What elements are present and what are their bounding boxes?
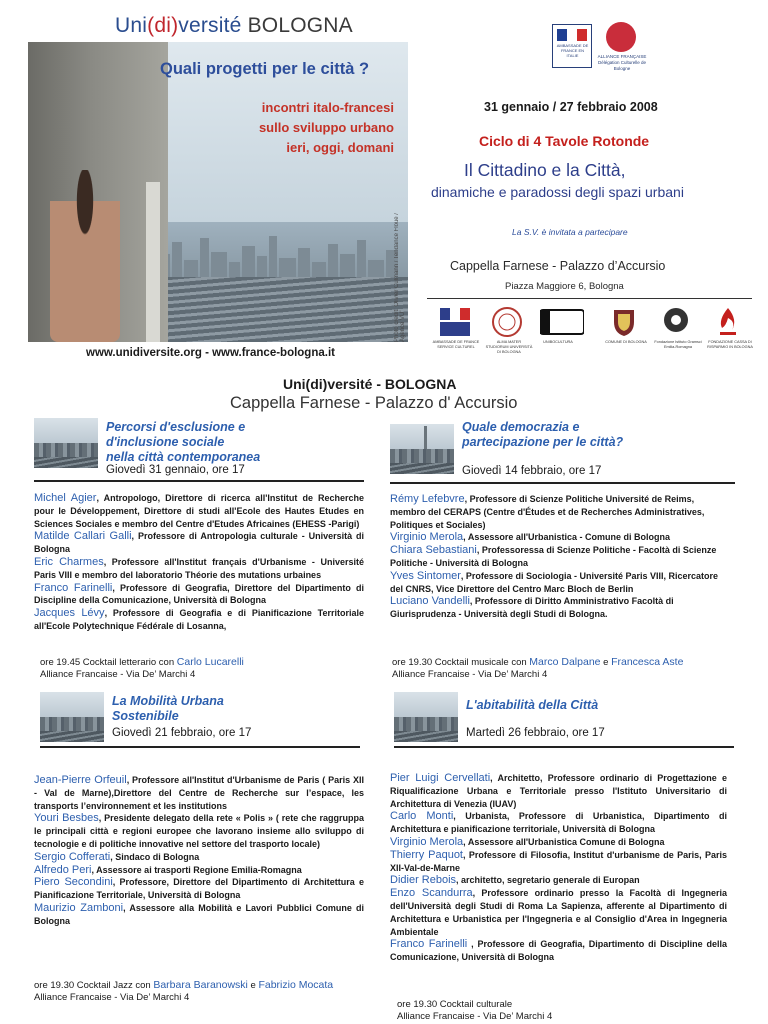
speaker-entry	[34, 492, 364, 530]
speaker-name: Alfredo Peri	[34, 863, 92, 876]
speaker-entry	[390, 938, 727, 964]
comune-shield-icon	[608, 306, 640, 338]
partner-caption: AMBASSADE DE FRANCE SERVICE CULTUREL	[432, 340, 480, 349]
unibo-seal-icon	[491, 306, 523, 338]
cocktail-place: Alliance Francaise - Via De’ Marchi 4	[40, 668, 196, 680]
partner-caption: UNIBOCULTURA	[543, 340, 573, 344]
speaker-name: Jacques Lévy	[34, 607, 105, 620]
partner-caption: COMUNE DI BOLOGNA	[605, 340, 647, 344]
speaker-name: Matilde Callari Galli	[34, 530, 132, 543]
alliance-logo-text: ALLIANCE FRANÇAISE Délégation Culturelle de Bologne	[597, 54, 647, 71]
brand-di: (di)	[147, 14, 179, 37]
venue: Cappella Farnese - Palazzo d’Accursio	[450, 259, 666, 273]
cocktail-place: Alliance Francaise - Via De’ Marchi 4	[397, 1010, 553, 1022]
speaker-desc: , Professore all'Institut d'Urbanisme de Paris ( Paris XII - Val de Marne),Direttore del Centre de Recherche sur l’espace, les transports l’environnement et les institutions	[34, 775, 364, 811]
cocktail-info	[397, 999, 552, 1022]
speaker-name: Franco Farinelli	[390, 938, 468, 951]
speaker-entry	[390, 544, 720, 570]
main-subtitle: dinamiche e paradossi degli spazi urbani	[431, 184, 684, 200]
speaker-entry	[34, 876, 364, 902]
ambassade-logo-text: AMBASSADE DE FRANCE EN ITALIE	[556, 43, 589, 58]
session-thumbnail	[390, 424, 454, 474]
speaker-entry	[34, 812, 364, 850]
speaker-desc: , Architetto, Professore ordinario di Progettazione e Riqualificazione Urbana e Territoriale presso l'Istituto Universitario di Architettura di Venezia (IUAV)	[390, 773, 728, 809]
session-date: Martedì 26 febbraio, ore 17	[466, 727, 605, 739]
invitation-note: La S.V. è invitata a partecipare	[512, 227, 628, 237]
speaker-name: Maurizio Zamboni	[34, 901, 124, 914]
cocktail-text: ore 19.30 Cocktail culturale	[397, 999, 513, 1010]
speaker-desc: , Assessore all'Urbanistica Comune di Bologna	[463, 836, 665, 847]
cocktail-info	[34, 980, 333, 1003]
speaker-entry	[34, 607, 364, 633]
gramsci-circle-icon	[660, 306, 692, 338]
session-rule	[40, 746, 360, 748]
hero-line: incontri italo-francesi	[261, 100, 394, 115]
cocktail-guest: Marco Dalpane	[529, 656, 601, 668]
speaker-name: Carlo Monti	[390, 810, 454, 823]
speaker-entry	[390, 531, 720, 544]
speaker-name: Enzo Scandurra	[390, 887, 473, 900]
speaker-desc: , architetto, segretario generale di Europan	[456, 875, 640, 886]
session-title-line: Sostenibile	[112, 709, 179, 723]
speaker-desc: , Professore di Geografia e di Pianificazione Territoriale all'Ecole Polytechnique Fédérale di Losanna,	[34, 608, 365, 631]
session-title	[466, 698, 598, 713]
speaker-entry	[390, 810, 727, 836]
unibocultura-mark-icon	[540, 306, 584, 338]
partner-caption: FONDAZIONE CASSA DI RISPARMIO IN BOLOGNA	[707, 340, 753, 349]
speaker-name: Didier Rebois	[390, 874, 457, 887]
speaker-name: Youri Besbes	[34, 812, 99, 825]
partner-caption: Fondazione Istituto Gramsci Emilia-Romagna	[654, 340, 702, 349]
speaker-desc: , Professore, Direttore del Dipartimento di Architettura e Pianificazione Territoriale, Università di Bologna	[34, 877, 364, 901]
session-title-line: Quale democrazia e	[462, 420, 580, 434]
cocktail-info	[40, 657, 244, 680]
speaker-list	[390, 772, 727, 964]
cocktail-text: ore 19.30 Cocktail musicale con	[392, 657, 530, 668]
speaker-desc: , Professoressa di Scienze Politiche - Facoltà di Scienze Politiche - Università di Bologna	[390, 545, 717, 568]
speaker-entry	[390, 595, 720, 621]
alliance-circle-icon	[606, 22, 636, 52]
main-title: Il Cittadino e la Città,	[464, 160, 626, 180]
speaker-entry	[390, 887, 727, 938]
program-subtitle: Cappella Farnese - Palazzo d' Accursio	[230, 394, 518, 412]
session-date: Giovedì 14 febbraio, ore 17	[462, 465, 602, 477]
speaker-entry	[390, 493, 720, 531]
speaker-desc: , Assessore ai trasporti Regione Emilia-Romagna	[91, 864, 302, 875]
cocktail-guest: Carlo Lucarelli	[176, 656, 244, 668]
speaker-name: Eric Charmes	[34, 555, 104, 568]
session-title-line: L'abitabilità della Città	[466, 698, 599, 712]
speaker-entry	[390, 874, 727, 887]
brand-title	[115, 14, 353, 38]
hero-figure	[50, 170, 120, 342]
venue-address: Piazza Maggiore 6, Bologna	[505, 281, 624, 292]
session-title-line: d'inclusione sociale	[106, 435, 225, 449]
speaker-name: Virginio Merola	[390, 835, 464, 848]
hero-road	[158, 277, 408, 342]
brand-suffix: versité	[178, 14, 242, 37]
flag-icon	[557, 29, 587, 41]
speaker-desc: , Assessore all'Urbanistica - Comune di Bologna	[463, 532, 671, 543]
cocktail-place: Alliance Francaise - Via De’ Marchi 4	[34, 991, 190, 1003]
session-title	[462, 420, 623, 450]
speaker-desc: , Presidente delegato della rete « Polis » ( rete che raggruppa le principali città e regioni europee che lavorano insieme allo sviluppo di tecnologie e di politiche innovative nel settore del trasporto locale)	[34, 813, 364, 849]
cocktail-info	[392, 657, 683, 680]
session-date: Giovedì 21 febbraio, ore 17	[112, 727, 252, 739]
speaker-desc: , Antropologo, Direttore di ricerca all'Institut de Recherche pour le Développement, Direttore di studi all'Ecole des Hautes Etudes en Sciences Sociales e membro del Centre d'Etudes Africaines (EHESS -Parigi)	[34, 493, 364, 529]
speaker-name: Sergio Cofferati	[34, 850, 111, 863]
speaker-entry	[390, 772, 727, 810]
speaker-name: Chiara Sebastiani	[390, 544, 477, 557]
cocktail-guest: Francesca Aste	[611, 656, 684, 668]
speaker-desc: , Professore ordinario presso la Facoltà di Ingegneria dell'Università degli Studi di Roma La Sapienza, afferente al Dipartimento di Architettura e Urbanistica per l'Ingegneria e al Consiglio d'Area in Ingegneria Ambientale	[390, 888, 727, 937]
hero-tagline	[259, 98, 394, 158]
cocktail-join: e	[600, 657, 612, 668]
speaker-desc: , Assessore alla Mobilità e Lavori Pubblici Comune di Bologna	[34, 902, 364, 926]
speaker-desc: , Urbanista, Professore di Urbanistica, Dipartimento di Architettura e pianificazione territoriale, Università di Bologna	[390, 811, 727, 835]
speaker-entry	[34, 556, 364, 582]
speaker-desc: , Professore di Diritto Amministrativo Facoltà di Giurisprudenza - Università degli Studi di Bologna.	[390, 596, 674, 620]
speaker-entry	[34, 851, 364, 864]
speaker-name: Jean-Pierre Orfeuil	[34, 774, 127, 786]
session-rule	[394, 746, 734, 748]
cocktail-guest: Fabrizio Mocata	[258, 979, 334, 991]
cocktail-guest: Barbara Baranowski	[153, 979, 248, 991]
session-title-line: La Mobilità Urbana	[112, 694, 224, 708]
session-thumbnail	[34, 418, 98, 468]
carisbo-flame-icon	[712, 306, 744, 338]
speaker-name: Luciano Vandelli	[390, 595, 470, 608]
session-title-line: partecipazione per le città?	[462, 435, 624, 449]
speaker-name: Thierry Paquot	[390, 848, 463, 861]
hero-line: sullo sviluppo urbano	[258, 120, 394, 135]
hero-credit: Photo credit: Olivier Culmann / Tendance Floue / Agence VU'	[394, 213, 406, 342]
speaker-entry	[34, 902, 364, 928]
hero-question: Quali progetti per le città ?	[160, 60, 370, 78]
divider	[427, 298, 752, 299]
session-date: Giovedì 31 gennaio, ore 17	[106, 464, 245, 476]
session-title-line: Percorsi d'esclusione e	[106, 420, 246, 434]
speaker-name: Virginio Merola	[390, 531, 464, 544]
speaker-desc: , Professore di Scienze Politiche Université de Reims, membro del CERAPS (Centre d'Études et de Recherches Administratives, Politiques et Sociales)	[390, 494, 705, 530]
brand-prefix: Uni	[115, 14, 148, 37]
session-title-line: nella città contemporanea	[106, 450, 261, 464]
session-thumbnail	[394, 692, 458, 742]
hero-image	[28, 42, 408, 342]
speaker-entry	[390, 849, 727, 875]
speaker-desc: , Sindaco di Bologna	[110, 851, 200, 862]
event-dates: 31 gennaio / 27 febbraio 2008	[484, 100, 658, 114]
speaker-desc: , Professore di Geografia, Dipartimento di Discipline della Comunicazione, Università di Bologna	[390, 939, 728, 963]
speaker-desc: , Professore di Geografia, Direttore del Dipartimento di Discipline della Comunicazione, Università di Bologna	[34, 582, 364, 606]
cocktail-place: Alliance Francaise - Via De’ Marchi 4	[392, 668, 548, 680]
ambassade-flag-icon	[438, 306, 472, 338]
speaker-entry	[34, 530, 364, 556]
speaker-desc: , Professore di Sociologia - Université Paris VIII, Ricercatore del CNRS, Vice Direttore del Centro Marc Bloch de Berlin	[390, 570, 719, 594]
cocktail-text: ore 19.45 Cocktail letterario con	[40, 657, 177, 668]
partner-caption: ALMA MATER STUDIORUM UNIVERSITÀ DI BOLOGNA	[485, 340, 533, 354]
ambassade-logo	[552, 24, 592, 68]
hero-window-frame	[146, 182, 160, 342]
program-title: Uni(di)versité - BOLOGNA	[283, 376, 457, 392]
speaker-name: Franco Farinelli	[34, 581, 113, 594]
speaker-entry	[34, 582, 364, 608]
cocktail-text: ore 19.30 Cocktail Jazz con	[34, 980, 154, 991]
session-title	[106, 420, 260, 465]
speaker-list	[34, 492, 364, 633]
session-title	[112, 694, 224, 724]
speaker-list	[34, 774, 364, 928]
session-rule	[390, 482, 735, 484]
speaker-entry	[34, 774, 364, 812]
speaker-name: Michel Agier	[34, 492, 97, 504]
speaker-desc: , Professore all'Institut français d'Urbanisme - Université Paris VIII e membro del laboratorio Théorie des mutations urbaines	[34, 556, 364, 580]
speaker-name: Yves Sintomer	[390, 569, 461, 582]
website-links[interactable]: www.unidiversite.org - www.france-bologna.it	[86, 347, 335, 359]
session-thumbnail	[40, 692, 104, 742]
session-rule	[34, 480, 364, 482]
hero-line: ieri, oggi, domani	[286, 140, 394, 155]
cocktail-join: e	[247, 980, 259, 991]
cycle-title: Ciclo di 4 Tavole Rotonde	[479, 133, 650, 149]
brand-city: BOLOGNA	[247, 14, 353, 37]
speaker-name: Piero Secondini	[34, 876, 113, 889]
speaker-name: Pier Luigi Cervellati	[390, 772, 491, 784]
speaker-entry	[390, 836, 727, 849]
speaker-list	[390, 493, 720, 621]
alliance-francaise-logo	[597, 22, 647, 71]
speaker-desc: , Professore di Filosofia, Institut d'urbanisme de Paris, Paris XII-Val-de-Marne	[390, 849, 727, 873]
speaker-entry	[34, 864, 364, 877]
speaker-desc: , Professore di Antropologia culturale - Università di Bologna	[34, 531, 364, 555]
speaker-entry	[390, 570, 720, 596]
speaker-name: Rémy Lefebvre	[390, 493, 465, 505]
